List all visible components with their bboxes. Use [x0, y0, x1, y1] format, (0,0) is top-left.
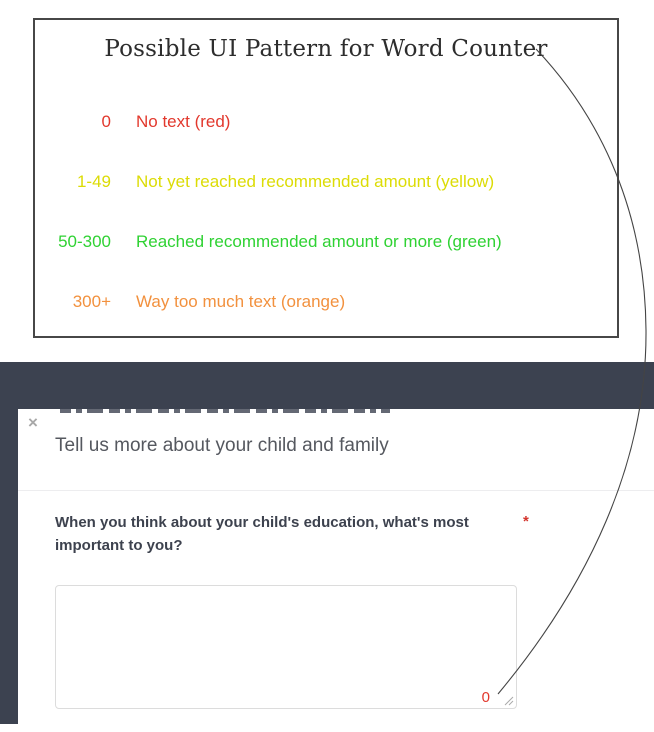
word-counter-pattern-box	[33, 18, 619, 338]
pattern-box-title: Possible UI Pattern for Word Counter	[104, 36, 548, 62]
question-text-line1: When you think about your child's education, what's most	[55, 514, 469, 531]
legend-label: Reached recommended amount or more (green)	[136, 232, 502, 251]
modal-divider	[18, 490, 654, 491]
question-text-line2: important to you?	[55, 537, 183, 554]
modal-heading: Tell us more about your child and family	[55, 435, 389, 456]
legend-row-green	[35, 232, 617, 254]
legend-label: Not yet reached recommended amount (yellow)	[136, 172, 495, 191]
answer-textarea-wrap	[55, 585, 517, 709]
child-family-form-modal	[18, 409, 654, 732]
required-asterisk: *	[523, 513, 529, 530]
legend-row-red	[35, 112, 617, 134]
close-icon[interactable]: ×	[28, 413, 38, 432]
word-counter-value: 0	[481, 689, 490, 706]
legend-range: 50-300	[58, 232, 111, 251]
legend-label: Way too much text (orange)	[136, 292, 346, 311]
legend-row-orange	[35, 292, 617, 314]
answer-textarea[interactable]	[55, 585, 517, 709]
question-block	[55, 511, 595, 557]
legend-row-yellow	[35, 172, 617, 194]
legend-label: No text (red)	[136, 112, 231, 131]
resize-handle-icon[interactable]	[504, 696, 514, 706]
legend-range: 300+	[72, 292, 111, 311]
cropped-text-fragment	[60, 409, 390, 413]
legend-range: 1-49	[76, 172, 111, 191]
legend-rows	[35, 112, 617, 352]
legend-range: 0	[101, 112, 111, 131]
